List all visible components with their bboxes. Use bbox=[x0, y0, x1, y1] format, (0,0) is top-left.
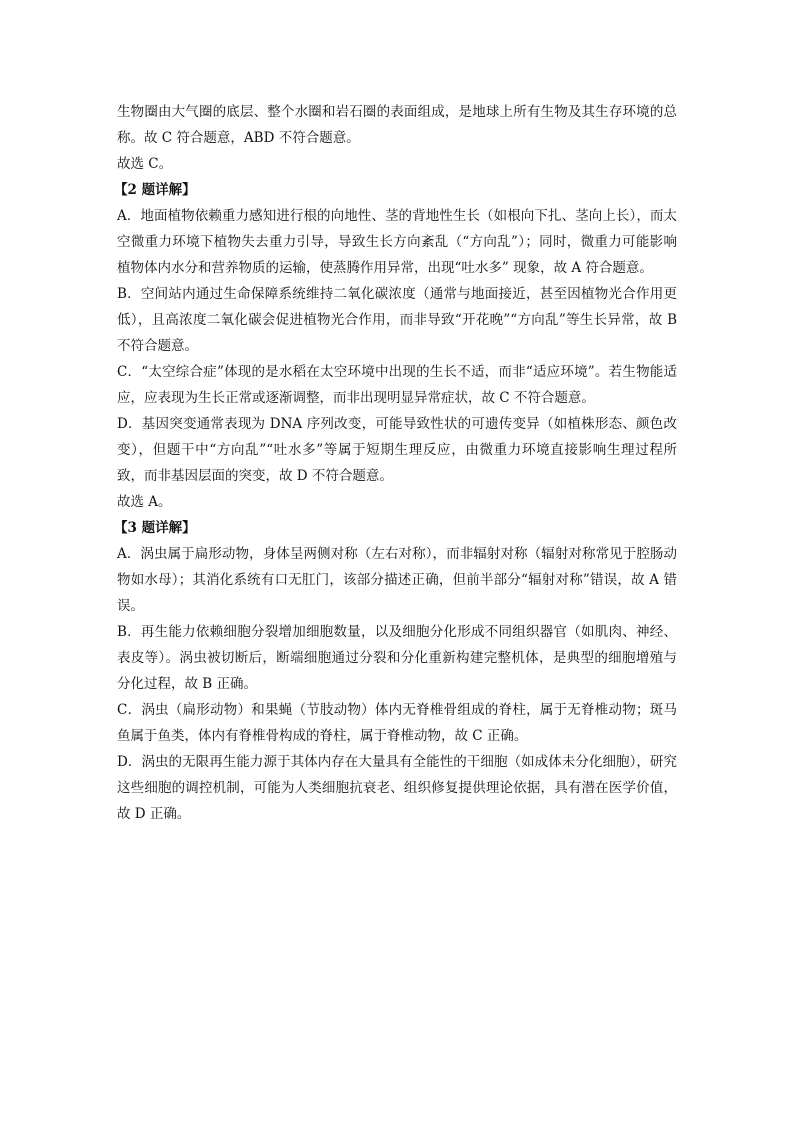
q3-option-b: B．再生能力依赖细胞分裂增加细胞数量，以及细胞分化形成不同组织器官（如肌肉、神经、表皮等）。涡虫被切断后，断端细胞通过分裂和分化重新构建完整机体，是典型的细胞增殖与分化过程，故 B 正确。 bbox=[117, 624, 677, 692]
q2-heading: 【2 题详解】 bbox=[114, 182, 196, 198]
q1-explanation-tail: 生物圈由大气圈的底层、整个水圈和岩石圈的表面组成，是地球上所有生物及其生存环境的总称。故 C 符合题意，ABD 不符合题意。 bbox=[117, 104, 677, 146]
q1-answer: 故选 C。 bbox=[117, 156, 173, 172]
q3-heading: 【3 题详解】 bbox=[114, 520, 196, 536]
q2-option-c: C．“太空综合症”体现的是水稻在太空环境中出现的生长不适，而非“适应环境”。若生物能适应，应表现为生长正常或逐渐调整，而非出现明显异常症状，故 C 不符合题意。 bbox=[117, 364, 677, 406]
answer-explanation-body bbox=[114, 99, 677, 827]
q2-option-b: B．空间站内通过生命保障系统维持二氧化碳浓度（通常与地面接近，甚至因植物光合作用更低），且高浓度二氧化碳会促进植物光合作用，而非导致“开花晚”“方向乱”等生长异常，故 B 不符合题意。 bbox=[117, 286, 677, 354]
q2-option-d: D．基因突变通常表现为 DNA 序列改变，可能导致性状的可遗传变异（如植株形态、颜色改变），但题干中“方向乱”“吐水多”等属于短期生理反应，由微重力环境直接影响生理过程所致，而非基因层面的突变，故 D 不符合题意。 bbox=[117, 416, 677, 484]
q2-answer: 故选 A。 bbox=[117, 494, 172, 510]
q2-option-a: A．地面植物依赖重力感知进行根的向地性、茎的背地性生长（如根向下扎、茎向上长），而太空微重力环境下植物失去重力引导，导致生长方向紊乱（“方向乱”）；同时，微重力可能影响植物体内水分和营养物质的运输，使蒸腾作用异常，出现“吐水多” 现象，故 A 符合题意。 bbox=[117, 208, 677, 276]
q3-option-c: C．涡虫（扁形动物）和果蝇（节肢动物）体内无脊椎骨组成的脊柱，属于无脊椎动物；斑马鱼属于鱼类，体内有脊椎骨构成的脊柱，属于脊椎动物，故 C 正确。 bbox=[117, 702, 677, 744]
q3-option-d: D．涡虫的无限再生能力源于其体内存在大量具有全能性的干细胞（如成体未分化细胞），研究这些细胞的调控机制，可能为人类细胞抗衰老、组织修复提供理论依据，具有潜在医学价值，故 D 正确。 bbox=[117, 754, 677, 822]
q3-option-a: A．涡虫属于扁形动物，身体呈两侧对称（左右对称），而非辐射对称（辐射对称常见于腔肠动物如水母）；其消化系统有口无肛门，该部分描述正确，但前半部分“辐射对称”错误，故 A 错误。 bbox=[117, 546, 677, 614]
